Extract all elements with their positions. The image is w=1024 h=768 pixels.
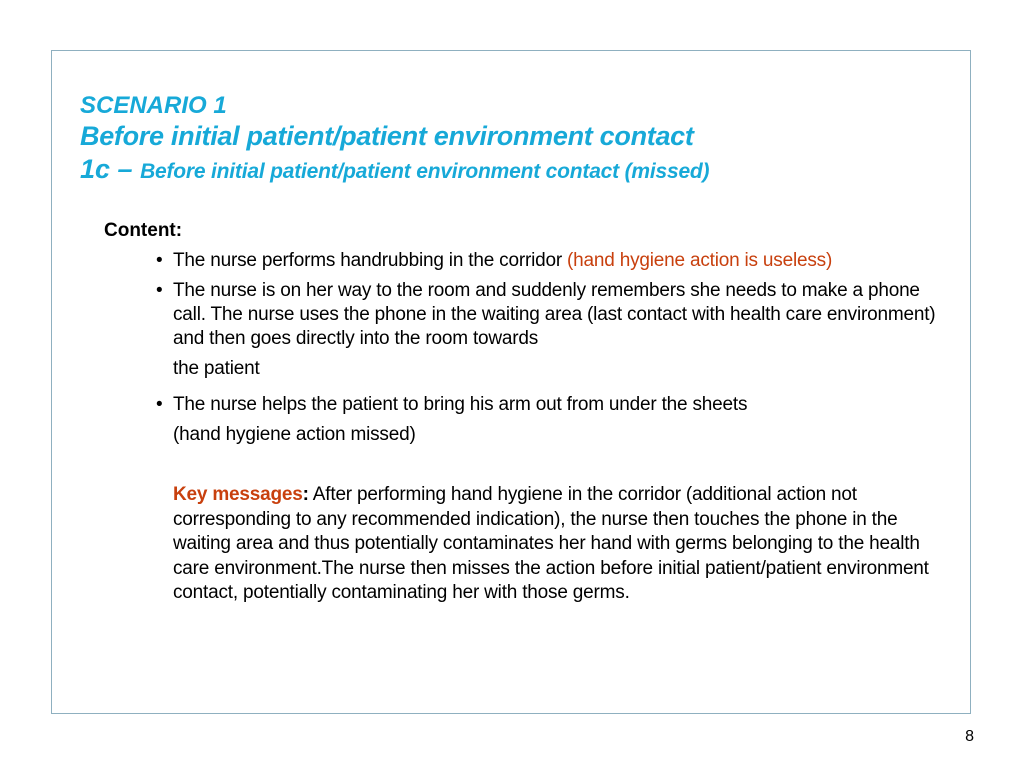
- key-messages-text: After performing hand hygiene in the corridor (additional action not corresponding to any recommended indication), the nurse then touches the phone in the waiting area and thus potentially contaminates her hand with germs belonging to the health care environment.The nurse then misses the action before initial patient/patient environment contact, potentially contaminating her with those germs.: [173, 484, 929, 603]
- bullet-dot: •: [156, 250, 163, 271]
- title-subtitle: Before initial patient/patient environment contact: [80, 121, 694, 151]
- bullet-dot: •: [156, 394, 163, 415]
- list-item: [156, 393, 946, 453]
- title-case-prefix: 1c –: [80, 154, 141, 184]
- slide-title: [80, 92, 960, 186]
- title-scenario: SCENARIO 1: [80, 92, 227, 119]
- content-label: Content:: [104, 220, 183, 241]
- bullet-dot: •: [156, 280, 163, 301]
- bullet-text: The nurse is on her way to the room and suddenly remembers she needs to make a phone call. The nurse uses the phone in the waiting area (last contact with health care environment) and then goes directly into the room towards: [173, 280, 936, 349]
- bullet-continuation: (hand hygiene action missed): [173, 424, 416, 445]
- bullet-text: The nurse helps the patient to bring his arm out from under the sheets: [173, 394, 748, 415]
- bullet-continuation: the patient: [173, 358, 260, 379]
- title-case-text: Before initial patient/patient environment contact (missed): [140, 160, 710, 183]
- bullet-text: The nurse performs handrubbing in the corridor: [173, 250, 568, 271]
- page-number: 8: [965, 728, 974, 745]
- key-messages-label: Key messages: [173, 484, 303, 505]
- list-item: [156, 279, 946, 387]
- title-case: [80, 152, 960, 186]
- key-messages-colon: :: [302, 484, 309, 505]
- list-item: [156, 249, 946, 273]
- bullet-highlight: (hand hygiene action is useless): [567, 250, 833, 271]
- content-bullet-list: [156, 249, 946, 459]
- key-messages: [173, 483, 933, 606]
